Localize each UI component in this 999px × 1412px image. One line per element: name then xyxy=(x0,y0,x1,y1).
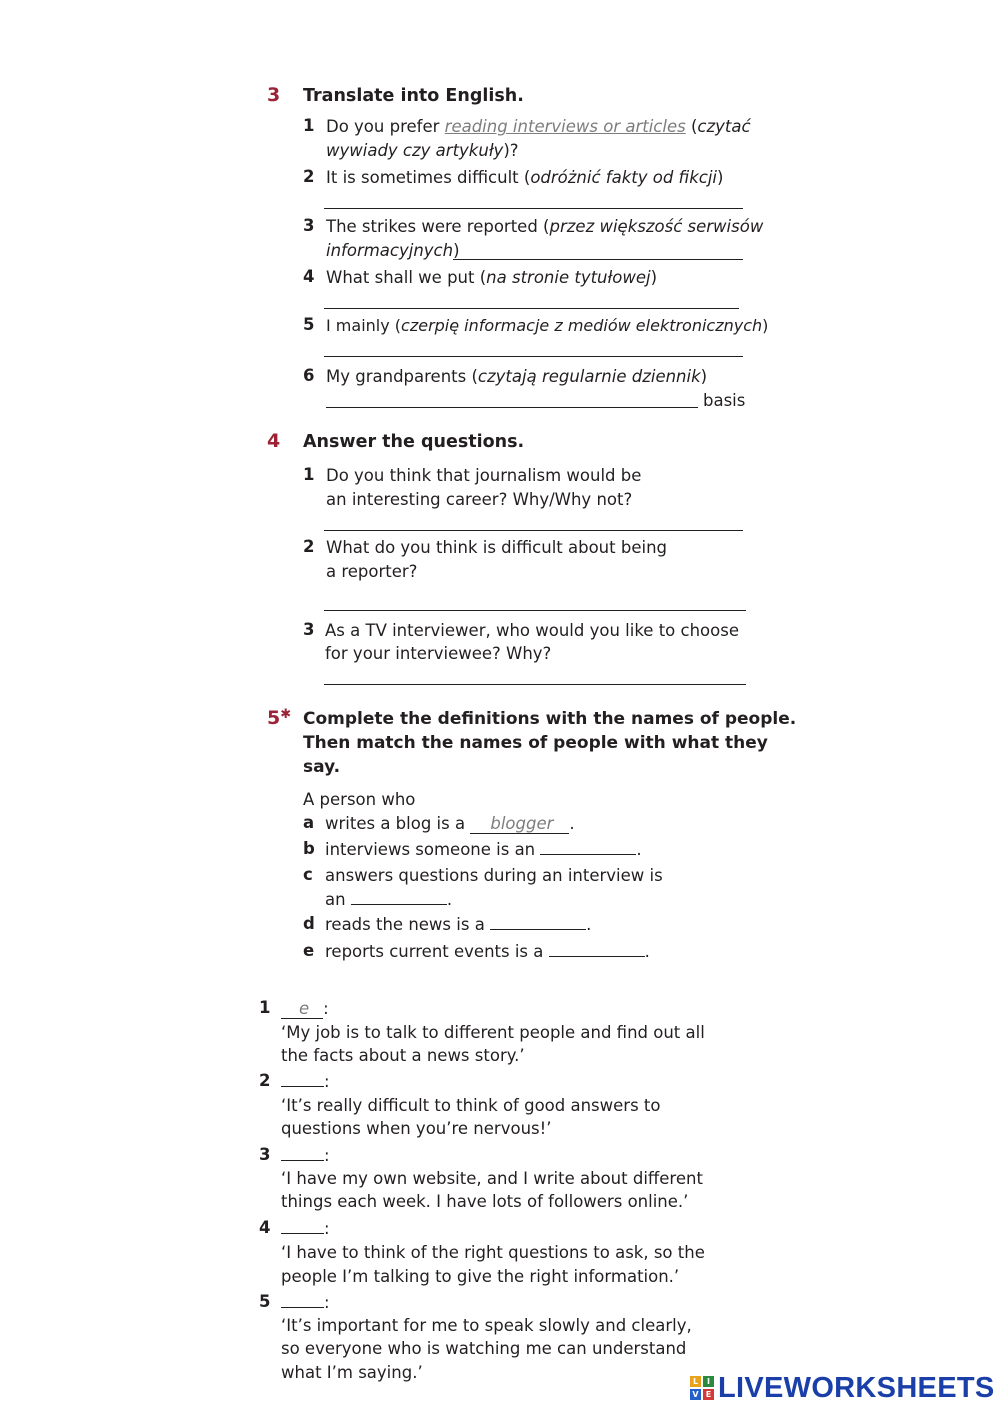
quote-3-blank[interactable] xyxy=(281,1145,324,1161)
quote-4-line-1: ‘I have to think of the right questions to ask, so the xyxy=(281,1243,705,1262)
ex5-def-e: reports current events is a . xyxy=(325,942,650,961)
ex5-def-c-letter: c xyxy=(303,865,313,884)
exercise-5-title-line-2: Then match the names of people with what they xyxy=(303,733,768,753)
ex4-item-1-line-1: Do you think that journalism would be xyxy=(326,466,642,485)
ex3-item-2-text: It is sometimes difficult (odróżnić fakty od fikcji) xyxy=(326,168,724,187)
quote-2-line-1: ‘It’s really difficult to think of good answers to xyxy=(281,1096,661,1115)
ex5-def-d: reads the news is a . xyxy=(325,915,592,934)
exercise-4-title: Answer the questions. xyxy=(303,432,525,452)
quote-5-blank[interactable] xyxy=(281,1292,324,1308)
ex5-def-c-blank[interactable] xyxy=(351,889,447,905)
ex3-item-1-number: 1 xyxy=(303,116,315,135)
ex4-item-3-answer-line[interactable] xyxy=(324,684,746,685)
ex3-item-4-text: What shall we put (na stronie tytułowej) xyxy=(326,268,658,287)
ex5-def-b-blank[interactable] xyxy=(540,839,636,855)
quote-1-number: 1 xyxy=(259,998,271,1017)
exercise-3-title: Translate into English. xyxy=(303,86,524,106)
quote-3-line-2: things each week. I have lots of followers online.’ xyxy=(281,1192,689,1211)
exercise-4-number: 4 xyxy=(267,430,281,452)
ex3-item-3-line-2: informacyjnych) xyxy=(326,241,460,260)
exercise-5-number: 5✱ xyxy=(267,707,292,729)
liveworksheets-logo xyxy=(690,1370,995,1406)
ex5-def-d-blank[interactable] xyxy=(490,914,586,930)
ex5-def-c-line-1: answers questions during an interview is xyxy=(325,866,663,885)
quote-5-number: 5 xyxy=(259,1292,271,1311)
ex3-item-6-number: 6 xyxy=(303,366,315,385)
ex5-def-c-line-2: an . xyxy=(325,890,453,909)
ex3-item-3-number: 3 xyxy=(303,216,315,235)
ex4-item-1-answer-line[interactable] xyxy=(324,530,743,531)
ex3-item-5-answer-line[interactable] xyxy=(324,356,743,357)
quote-3-line-1: ‘I have my own website, and I write about different xyxy=(281,1169,703,1188)
ex3-item-5-number: 5 xyxy=(303,315,315,334)
quote-1-line-1: ‘My job is to talk to different people and find out all xyxy=(281,1023,705,1042)
quote-4-number: 4 xyxy=(259,1218,271,1237)
ex3-item-1-line-1: Do you prefer reading interviews or articles (czytać xyxy=(326,117,751,136)
quote-5-line-3: what I’m saying.’ xyxy=(281,1363,423,1382)
ex5-def-a-example-answer[interactable]: blogger xyxy=(470,814,569,834)
ex3-item-2-answer-line[interactable] xyxy=(324,208,743,209)
ex5-def-e-letter: e xyxy=(303,941,315,960)
quote-5-line-2: so everyone who is watching me can understand xyxy=(281,1339,687,1358)
logo-icon-e: E xyxy=(703,1389,714,1400)
quote-1-example-answer[interactable]: e xyxy=(281,999,323,1019)
ex3-item-3-answer-line[interactable] xyxy=(453,259,743,260)
quote-2-blank[interactable] xyxy=(281,1071,324,1087)
ex3-item-1-line-2: wywiady czy artykuły)? xyxy=(326,141,519,160)
logo-icon-i: I xyxy=(703,1376,714,1387)
ex3-item-1-example-answer[interactable]: reading interviews or articles xyxy=(444,117,686,136)
ex4-item-2-line-2: a reporter? xyxy=(326,562,418,581)
logo-icon-v: V xyxy=(690,1389,701,1400)
logo-icon-l: L xyxy=(690,1376,701,1387)
exercise-5-star-icon: ✱ xyxy=(280,707,292,722)
ex4-item-2-line-1: What do you think is difficult about being xyxy=(326,538,667,557)
liveworksheets-logo-text: LIVEWORKSHEETS xyxy=(718,1371,995,1404)
quote-4-blank[interactable] xyxy=(281,1218,324,1234)
exercise-5-title-line-1: Complete the definitions with the names of people. xyxy=(303,709,797,729)
ex4-item-3-number: 3 xyxy=(303,620,315,639)
ex4-item-3-line-2: for your interviewee? Why? xyxy=(325,644,552,663)
ex3-item-4-answer-line[interactable] xyxy=(324,308,739,309)
ex3-item-3-line-1: The strikes were reported (przez większość serwisów xyxy=(326,217,764,236)
quote-5-match: : xyxy=(281,1292,330,1314)
ex5-def-b: interviews someone is an . xyxy=(325,840,642,859)
ex5-def-a-letter: a xyxy=(303,813,315,832)
ex3-item-2-number: 2 xyxy=(303,167,315,186)
ex4-item-2-answer-line[interactable] xyxy=(324,610,746,611)
quote-1-match: e : xyxy=(281,998,329,1020)
exercise-3-number: 3 xyxy=(267,84,281,106)
ex3-item-6-answer-line[interactable] xyxy=(326,407,698,408)
quote-4-line-2: people I’m talking to give the right information.’ xyxy=(281,1267,680,1286)
quote-1-line-2: the facts about a news story.’ xyxy=(281,1046,525,1065)
quote-4-match: : xyxy=(281,1218,330,1240)
exercise-5-title-line-3: say. xyxy=(303,757,341,777)
quote-5-line-1: ‘It’s important for me to speak slowly and clearly, xyxy=(281,1316,692,1335)
ex4-item-1-line-2: an interesting career? Why/Why not? xyxy=(326,490,633,509)
ex3-item-5-text: I mainly (czerpię informacje z mediów elektronicznych) xyxy=(326,316,769,335)
ex5-def-a: writes a blog is a blogger . xyxy=(325,814,575,833)
quote-3-match: : xyxy=(281,1145,330,1167)
ex5-def-e-blank[interactable] xyxy=(549,941,645,957)
ex5-def-b-letter: b xyxy=(303,839,315,858)
quote-2-number: 2 xyxy=(259,1071,271,1090)
quote-2-match: : xyxy=(281,1071,330,1093)
ex5-intro: A person who xyxy=(303,790,416,809)
ex3-item-6-text: My grandparents (czytają regularnie dziennik) xyxy=(326,367,708,386)
ex4-item-3-line-1: As a TV interviewer, who would you like to choose xyxy=(325,621,739,640)
quote-2-line-2: questions when you’re nervous!’ xyxy=(281,1119,552,1138)
ex5-def-d-letter: d xyxy=(303,914,315,933)
liveworksheets-logo-icon xyxy=(690,1376,714,1400)
ex4-item-2-number: 2 xyxy=(303,537,315,556)
quote-3-number: 3 xyxy=(259,1145,271,1164)
ex3-item-4-number: 4 xyxy=(303,267,315,286)
ex4-item-1-number: 1 xyxy=(303,465,315,484)
ex3-item-6-end-word: basis xyxy=(703,391,746,410)
